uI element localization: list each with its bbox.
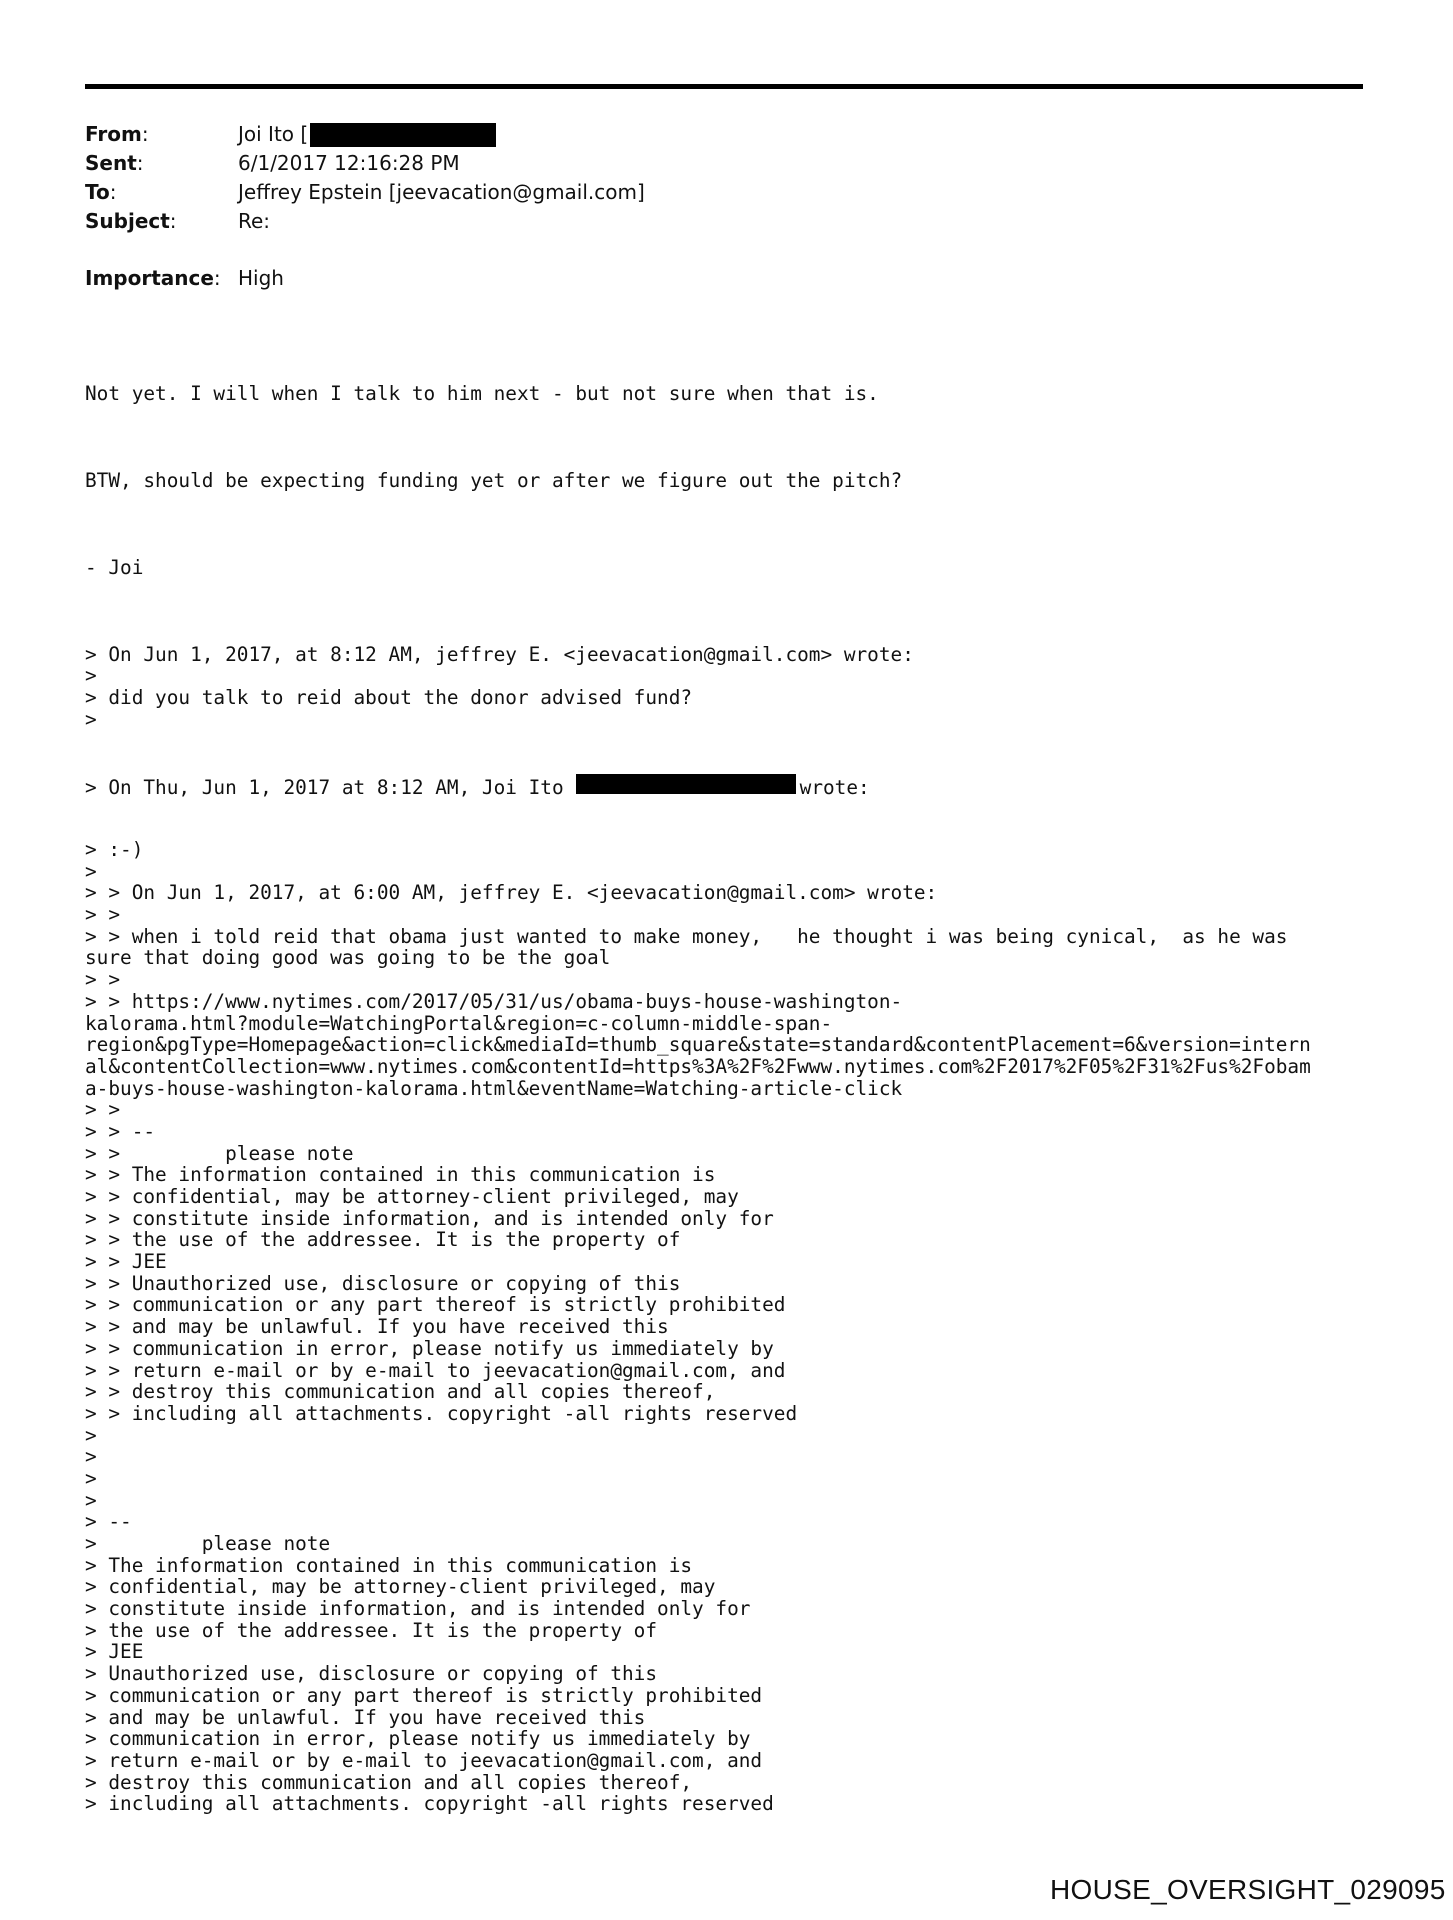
bates-number: HOUSE_OVERSIGHT_029095: [1050, 1874, 1446, 1905]
from-name: Joi Ito [: [238, 122, 309, 146]
sent-value: 6/1/2017 12:16:28 PM: [238, 151, 460, 175]
quoted-line: >: [85, 707, 97, 731]
quoted-line: > please note: [85, 1532, 331, 1555]
from-row: [85, 120, 1085, 149]
quoted-line: kalorama.html?module=WatchingPortal&region=c-column-middle-span-: [85, 1011, 833, 1035]
quoted-line: > > Unauthorized use, disclosure or copying of this: [85, 1271, 681, 1295]
quoted-line: > > the use of the addressee. It is the property of: [85, 1228, 681, 1252]
quoted-line: > > https://www.nytimes.com/2017/05/31/us/obama-buys-house-washington-: [85, 989, 903, 1013]
from-label: From:: [85, 122, 149, 146]
importance-row: [85, 264, 1085, 293]
quoted-line: > > destroy this communication and all copies thereof,: [85, 1380, 716, 1404]
quoted-line: > The information contained in this communication is: [85, 1553, 693, 1577]
importance-label: Importance:: [85, 266, 221, 290]
quoted-line: > > confidential, may be attorney-client privileged, may: [85, 1185, 739, 1208]
quoted-line: region&pgType=Homepage&action=click&mediaId=thumb_square&state=standard&contentPlacement=6&version=intern: [85, 1033, 1311, 1057]
quoted-line: > Unauthorized use, disclosure or copying of this: [85, 1662, 658, 1686]
quoted-line: > > The information contained in this communication is: [85, 1163, 716, 1187]
quoted-line: > On Jun 1, 2017, at 8:12 AM, jeffrey E. <jeevacation@gmail.com> wrote:: [85, 642, 914, 666]
quoted-line: > >: [85, 968, 121, 992]
subject-label: Subject:: [85, 209, 177, 233]
body-paragraph: BTW, should be expecting funding yet or after we figure out the pitch?: [85, 469, 903, 493]
quoted-line: > constitute inside information, and is intended only for: [85, 1597, 751, 1621]
quoted-thread: [85, 839, 1375, 1815]
redaction-bar: [576, 774, 796, 794]
quoted-line: al&contentCollection=www.nytimes.com&contentId=https%3A%2F%2Fwww.nytimes.com%2F2017%2F05%2F31%2Fus%2Fobam: [85, 1054, 1311, 1078]
quoted-line: > > and may be unlawful. If you have received this: [85, 1315, 669, 1339]
quoted-line: sure that doing good was going to be the goal: [85, 946, 611, 970]
quoted-line: > > return e-mail or by e-mail to jeevacation@gmail.com, and: [85, 1358, 786, 1382]
quoted-line: a-buys-house-washington-kalorama.html&eventName=Watching-article-click: [85, 1076, 903, 1100]
redaction-bar: [310, 123, 496, 147]
quoted-line: > :-): [85, 838, 144, 861]
signature: - Joi: [85, 555, 144, 579]
quoted-line: >: [85, 1488, 97, 1512]
quoted-line: > > please note: [85, 1141, 354, 1165]
quoted-line: > confidential, may be attorney-client privileged, may: [85, 1575, 716, 1599]
header-rule: [85, 84, 1363, 89]
to-value: Jeffrey Epstein [jeevacation@gmail.com]: [238, 180, 645, 204]
importance-value: High: [238, 266, 284, 290]
quoted-line: > >: [85, 903, 121, 927]
quoted-line: > >: [85, 1098, 121, 1122]
quoted-line: > return e-mail or by e-mail to jeevacation@gmail.com, and: [85, 1748, 763, 1772]
sent-row: [85, 149, 1085, 178]
quoted-line: > > JEE: [85, 1250, 167, 1274]
quoted-line: >: [85, 664, 97, 688]
quoted-line: > JEE: [85, 1640, 144, 1664]
quoted-line: > > --: [85, 1119, 156, 1143]
quoted-line: > > constitute inside information, and is intended only for: [85, 1206, 774, 1230]
to-label: To:: [85, 180, 117, 204]
quoted-line: >: [85, 1423, 97, 1447]
redacted-line-prefix: > On Thu, Jun 1, 2017 at 8:12 AM, Joi Ito: [85, 775, 564, 799]
quoted-line: > did you talk to reid about the donor advised fund?: [85, 686, 693, 710]
quoted-line: > > when i told reid that obama just wanted to make money, he thought i was being cynical, as he was: [85, 924, 1288, 948]
body-paragraph: Not yet. I will when I talk to him next - but not sure when that is.: [85, 382, 879, 406]
quoted-line: > > communication in error, please notify us immediately by: [85, 1336, 774, 1360]
email-body: [85, 340, 1375, 1837]
quoted-line: >: [85, 1445, 97, 1469]
quoted-line: > > communication or any part thereof is strictly prohibited: [85, 1293, 786, 1317]
quoted-line: > --: [85, 1510, 132, 1534]
to-row: [85, 178, 1085, 207]
quoted-line: >: [85, 859, 97, 883]
quoted-line: > the use of the addressee. It is the property of: [85, 1618, 658, 1642]
quoted-line: > destroy this communication and all copies thereof,: [85, 1770, 693, 1794]
quoted-line: > > On Jun 1, 2017, at 6:00 AM, jeffrey E. <jeevacation@gmail.com> wrote:: [85, 881, 938, 905]
quoted-line: >: [85, 1466, 97, 1490]
email-header: [85, 120, 1085, 293]
subject-row: [85, 207, 1085, 236]
quoted-intro: [85, 644, 1375, 731]
quoted-line: > > including all attachments. copyright -all rights reserved: [85, 1401, 798, 1425]
sent-label: Sent:: [85, 151, 144, 175]
quoted-redacted-line: [85, 774, 1375, 799]
redacted-line-suffix: wrote:: [799, 775, 870, 799]
quoted-line: > communication in error, please notify us immediately by: [85, 1727, 751, 1751]
quoted-line: > including all attachments. copyright -all rights reserved: [85, 1792, 774, 1816]
quoted-line: > and may be unlawful. If you have received this: [85, 1705, 646, 1729]
from-value: [238, 120, 496, 149]
subject-value: Re:: [238, 209, 271, 233]
quoted-line: > communication or any part thereof is strictly prohibited: [85, 1683, 763, 1707]
